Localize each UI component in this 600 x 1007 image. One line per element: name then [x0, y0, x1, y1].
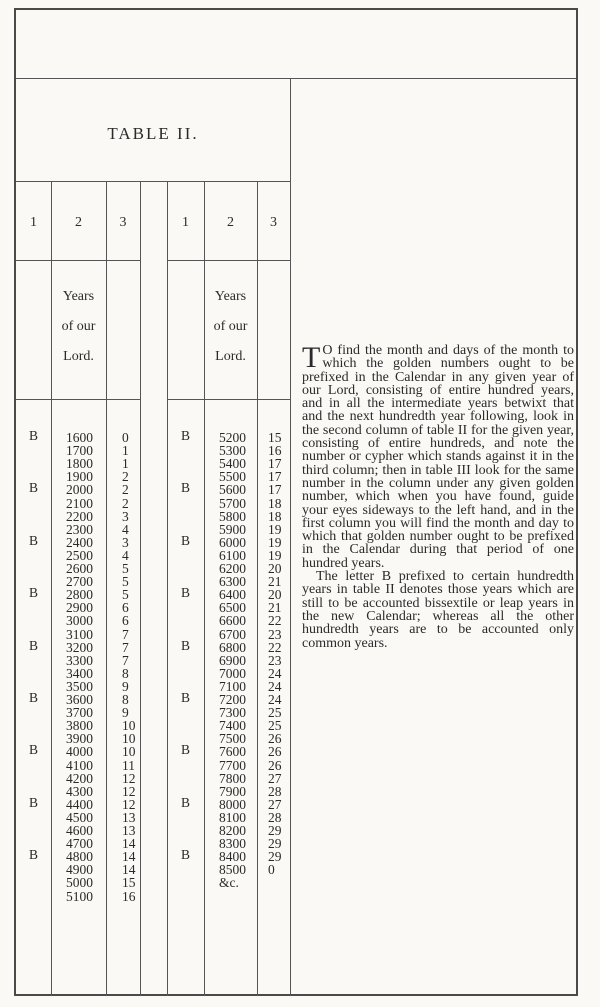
year-cell: 3900	[66, 731, 93, 747]
number-cell: 12	[122, 770, 136, 786]
header-right-2: 2	[227, 215, 234, 230]
year-cell: 2400	[66, 534, 93, 550]
number-cell: 19	[268, 521, 282, 537]
years-label-line-3: Lord.	[215, 349, 246, 364]
number-cell: 23	[268, 652, 282, 668]
year-cell: 8000	[219, 796, 246, 812]
number-cell: 29	[268, 849, 282, 865]
number-cell: 27	[268, 796, 282, 812]
number-cell: 21	[268, 574, 282, 590]
number-cell: 14	[122, 862, 136, 878]
header-left-3: 3	[119, 215, 127, 230]
number-cell: 28	[268, 809, 282, 825]
number-cell: 13	[122, 823, 136, 838]
years-rule-left	[16, 399, 140, 400]
number-cell: 17	[268, 482, 282, 498]
year-cell: 7400	[219, 718, 246, 734]
year-cell: 6500	[219, 600, 246, 616]
year-cell: 7200	[219, 692, 246, 707]
year-cell: 2000	[66, 482, 93, 498]
year-cell: 1700	[66, 443, 93, 459]
year-cell: 5600	[219, 482, 246, 498]
year-cell: 3500	[66, 678, 93, 694]
number-cell: 22	[268, 639, 282, 655]
number-cell: 7	[122, 626, 129, 642]
year-cell: 4500	[66, 809, 93, 825]
year-cell: 3300	[66, 652, 93, 668]
number-cell: 5	[122, 561, 129, 576]
table-title: TABLE II.	[107, 124, 199, 143]
number-cell: 11	[122, 757, 135, 773]
years-rule-right	[167, 399, 290, 400]
year-cell: 6600	[219, 613, 246, 629]
number-cell: 6	[122, 600, 129, 616]
number-cell: 28	[268, 783, 282, 799]
year-cell: 4400	[66, 796, 93, 812]
number-cell: 29	[268, 836, 282, 852]
years-label-line-2: of our	[213, 319, 248, 334]
number-cell: 26	[268, 744, 282, 760]
number-cell: 16	[268, 443, 282, 459]
year-cell: 3400	[66, 665, 93, 681]
leap-marker: B	[28, 480, 38, 496]
col-rule-3	[140, 181, 141, 996]
number-cell: 21	[268, 600, 282, 616]
leap-marker: B	[28, 742, 38, 758]
year-cell: 4700	[66, 836, 93, 852]
number-cell: 20	[268, 561, 282, 576]
number-cell: 13	[122, 809, 136, 825]
dropcap: T	[302, 341, 321, 374]
paragraph-2: The letter B prefixed to certain hundredth years in table II denotes those years which are still to be accounted bissextile or leap years in the new Calendar; whereas all the other hundredth years are to be accounted only common years.	[302, 569, 574, 651]
year-cell: &c.	[219, 875, 239, 891]
year-cell: 5100	[66, 888, 93, 904]
year-cell: 6300	[219, 574, 246, 590]
year-cell: 6900	[219, 652, 246, 668]
year-cell: 6000	[219, 534, 246, 550]
year-cell: 4900	[66, 862, 93, 878]
leap-marker: B	[180, 428, 190, 443]
year-cell: 7700	[219, 757, 246, 773]
year-cell: 5400	[219, 456, 246, 472]
title-rule	[16, 181, 290, 182]
number-cell: 0	[122, 430, 129, 445]
number-cell: 12	[122, 783, 136, 799]
number-cell: 19	[268, 534, 282, 550]
year-cell: 5300	[219, 443, 246, 459]
number-cell: 24	[268, 665, 282, 681]
year-cell: 2700	[66, 574, 93, 590]
number-cell: 25	[268, 718, 282, 734]
leap-marker: B	[28, 428, 38, 443]
year-cell: 1900	[66, 469, 93, 485]
year-cell: 3000	[66, 613, 93, 629]
table-divider	[290, 78, 291, 996]
years-label-line-1: Years	[62, 289, 95, 304]
number-cell: 8	[122, 665, 129, 681]
col-rule-2	[106, 181, 107, 996]
year-cell: 2300	[66, 521, 93, 537]
number-cell: 18	[268, 508, 282, 524]
year-cell: 8100	[219, 809, 246, 825]
year-cell: 1800	[66, 456, 93, 472]
header-right-3: 3	[270, 215, 277, 230]
number-cell: 22	[268, 613, 282, 629]
year-cell: 4000	[66, 744, 93, 760]
number-cell: 10	[122, 731, 136, 747]
year-cell: 5900	[219, 521, 246, 537]
year-cell: 2200	[66, 508, 93, 524]
header-rule-left	[16, 260, 140, 261]
number-cell: 1	[122, 456, 129, 472]
number-cell: 17	[268, 469, 282, 485]
number-cell: 3	[122, 534, 129, 550]
year-cell: 7100	[219, 678, 246, 694]
leap-marker: B	[180, 585, 190, 601]
top-rule	[16, 78, 576, 79]
year-cell: 5200	[219, 430, 246, 445]
year-cell: 7600	[219, 744, 246, 760]
year-cell: 3200	[66, 639, 93, 655]
paragraph-1	[302, 341, 574, 571]
leap-marker: B	[180, 532, 190, 548]
number-cell: 17	[268, 456, 282, 472]
year-cell: 3800	[66, 718, 93, 734]
year-cell: 7900	[219, 783, 246, 799]
header-left-2: 2	[75, 215, 82, 230]
number-cell: 4	[122, 521, 129, 537]
header-rule-right	[167, 260, 290, 261]
leap-marker: B	[180, 480, 190, 496]
number-cell: 16	[122, 888, 136, 904]
year-cell: 8300	[219, 836, 246, 852]
leap-marker: B	[28, 847, 38, 863]
number-cell: 2	[122, 469, 129, 485]
leap-marker: B	[28, 794, 38, 810]
number-cell: 5	[122, 574, 129, 590]
number-cell: 10	[122, 718, 136, 734]
number-cell: 26	[268, 757, 282, 773]
number-cell: 14	[122, 849, 136, 865]
number-cell: 12	[122, 796, 136, 812]
leap-marker: B	[180, 847, 190, 863]
number-cell: 24	[268, 678, 282, 694]
year-cell: 5500	[219, 469, 246, 485]
years-label-line-3: Lord.	[63, 349, 94, 364]
number-cell: 15	[122, 875, 136, 891]
year-cell: 4600	[66, 823, 93, 838]
year-cell: 8500	[219, 862, 246, 878]
year-cell: 2500	[66, 547, 93, 563]
number-cell: 15	[268, 430, 282, 445]
years-label-left	[51, 282, 106, 372]
number-cell: 26	[268, 731, 282, 747]
number-cell: 23	[268, 626, 282, 642]
year-cell: 7800	[219, 770, 246, 786]
year-cell: 3100	[66, 626, 93, 642]
number-cell: 27	[268, 770, 282, 786]
leap-marker: B	[28, 532, 38, 548]
leap-marker: B	[28, 637, 38, 653]
year-cell: 6200	[219, 561, 246, 576]
year-cell: 2800	[66, 587, 93, 603]
year-cell: 6400	[219, 587, 246, 603]
number-cell: 0	[268, 862, 275, 878]
header-right-1: 1	[182, 215, 189, 230]
number-cell: 2	[122, 495, 129, 511]
year-cell: 5700	[219, 495, 246, 511]
number-cell: 20	[268, 587, 282, 603]
year-cell: 8200	[219, 823, 246, 838]
leap-marker: B	[180, 742, 190, 758]
year-cell: 8400	[219, 849, 246, 865]
year-cell: 6800	[219, 639, 246, 655]
year-cell: 7300	[219, 705, 246, 721]
page-frame	[14, 8, 578, 996]
year-cell: 3700	[66, 705, 93, 721]
year-cell: 5800	[219, 508, 246, 524]
year-cell: 7000	[219, 665, 246, 681]
number-cell: 2	[122, 482, 129, 498]
year-cell: 4100	[66, 757, 93, 773]
explanation-text	[302, 341, 574, 651]
number-cell: 9	[122, 705, 129, 721]
year-cell: 2100	[66, 495, 93, 511]
year-cell: 4800	[66, 849, 93, 865]
number-cell: 19	[268, 547, 282, 563]
number-cell: 5	[122, 587, 129, 603]
year-cell: 4300	[66, 783, 93, 799]
year-cell: 2900	[66, 600, 93, 616]
year-cell: 2600	[66, 561, 93, 576]
number-cell: 7	[122, 652, 129, 668]
year-cell: 5000	[66, 875, 93, 891]
number-cell: 8	[122, 692, 129, 707]
leap-marker: B	[180, 794, 190, 810]
year-cell: 6100	[219, 547, 246, 563]
number-cell: 9	[122, 678, 129, 694]
number-cell: 3	[122, 508, 129, 524]
year-cell: 1600	[66, 430, 93, 445]
number-cell: 4	[122, 547, 129, 563]
number-cell: 6	[122, 613, 129, 629]
leap-marker: B	[28, 585, 38, 601]
number-cell: 7	[122, 639, 129, 655]
number-cell: 1	[122, 443, 129, 459]
number-cell: 25	[268, 705, 282, 721]
leap-marker: B	[180, 690, 190, 705]
paragraph-1-text: O find the month and days of the month to which the golden numbers ought to be prefixed in the Calendar in any given year of our Lord, consisting of entire hundred years, and in all the intermediate years betwixt that and the next hundredth year following, look in the second column of table II for the given year, consisting of entire hundreds, and note the number or cypher which stands against it in the third column; then in table III look for the same number in the column under any given golden number, which when you have found, guide your eyes sideways to the left hand, and in the first column you will find the month and day to which that golden number ought to be prefixed in the Calendar during that period of one hundred years.	[302, 343, 574, 571]
year-cell: 7500	[219, 731, 246, 747]
number-cell: 29	[268, 823, 282, 838]
years-label-right	[204, 282, 257, 372]
number-cell: 10	[122, 744, 136, 760]
header-left-1: 1	[30, 215, 37, 230]
years-label-line-2: of our	[61, 319, 96, 334]
year-cell: 4200	[66, 770, 93, 786]
year-cell: 3600	[66, 692, 93, 707]
number-cell: 14	[122, 836, 136, 852]
col-rule-6	[257, 181, 258, 996]
leap-marker: B	[180, 637, 190, 653]
year-cell: 6700	[219, 626, 246, 642]
number-cell: 18	[268, 495, 282, 511]
leap-marker: B	[28, 690, 38, 705]
number-cell: 24	[268, 692, 282, 707]
years-label-line-1: Years	[214, 289, 247, 304]
